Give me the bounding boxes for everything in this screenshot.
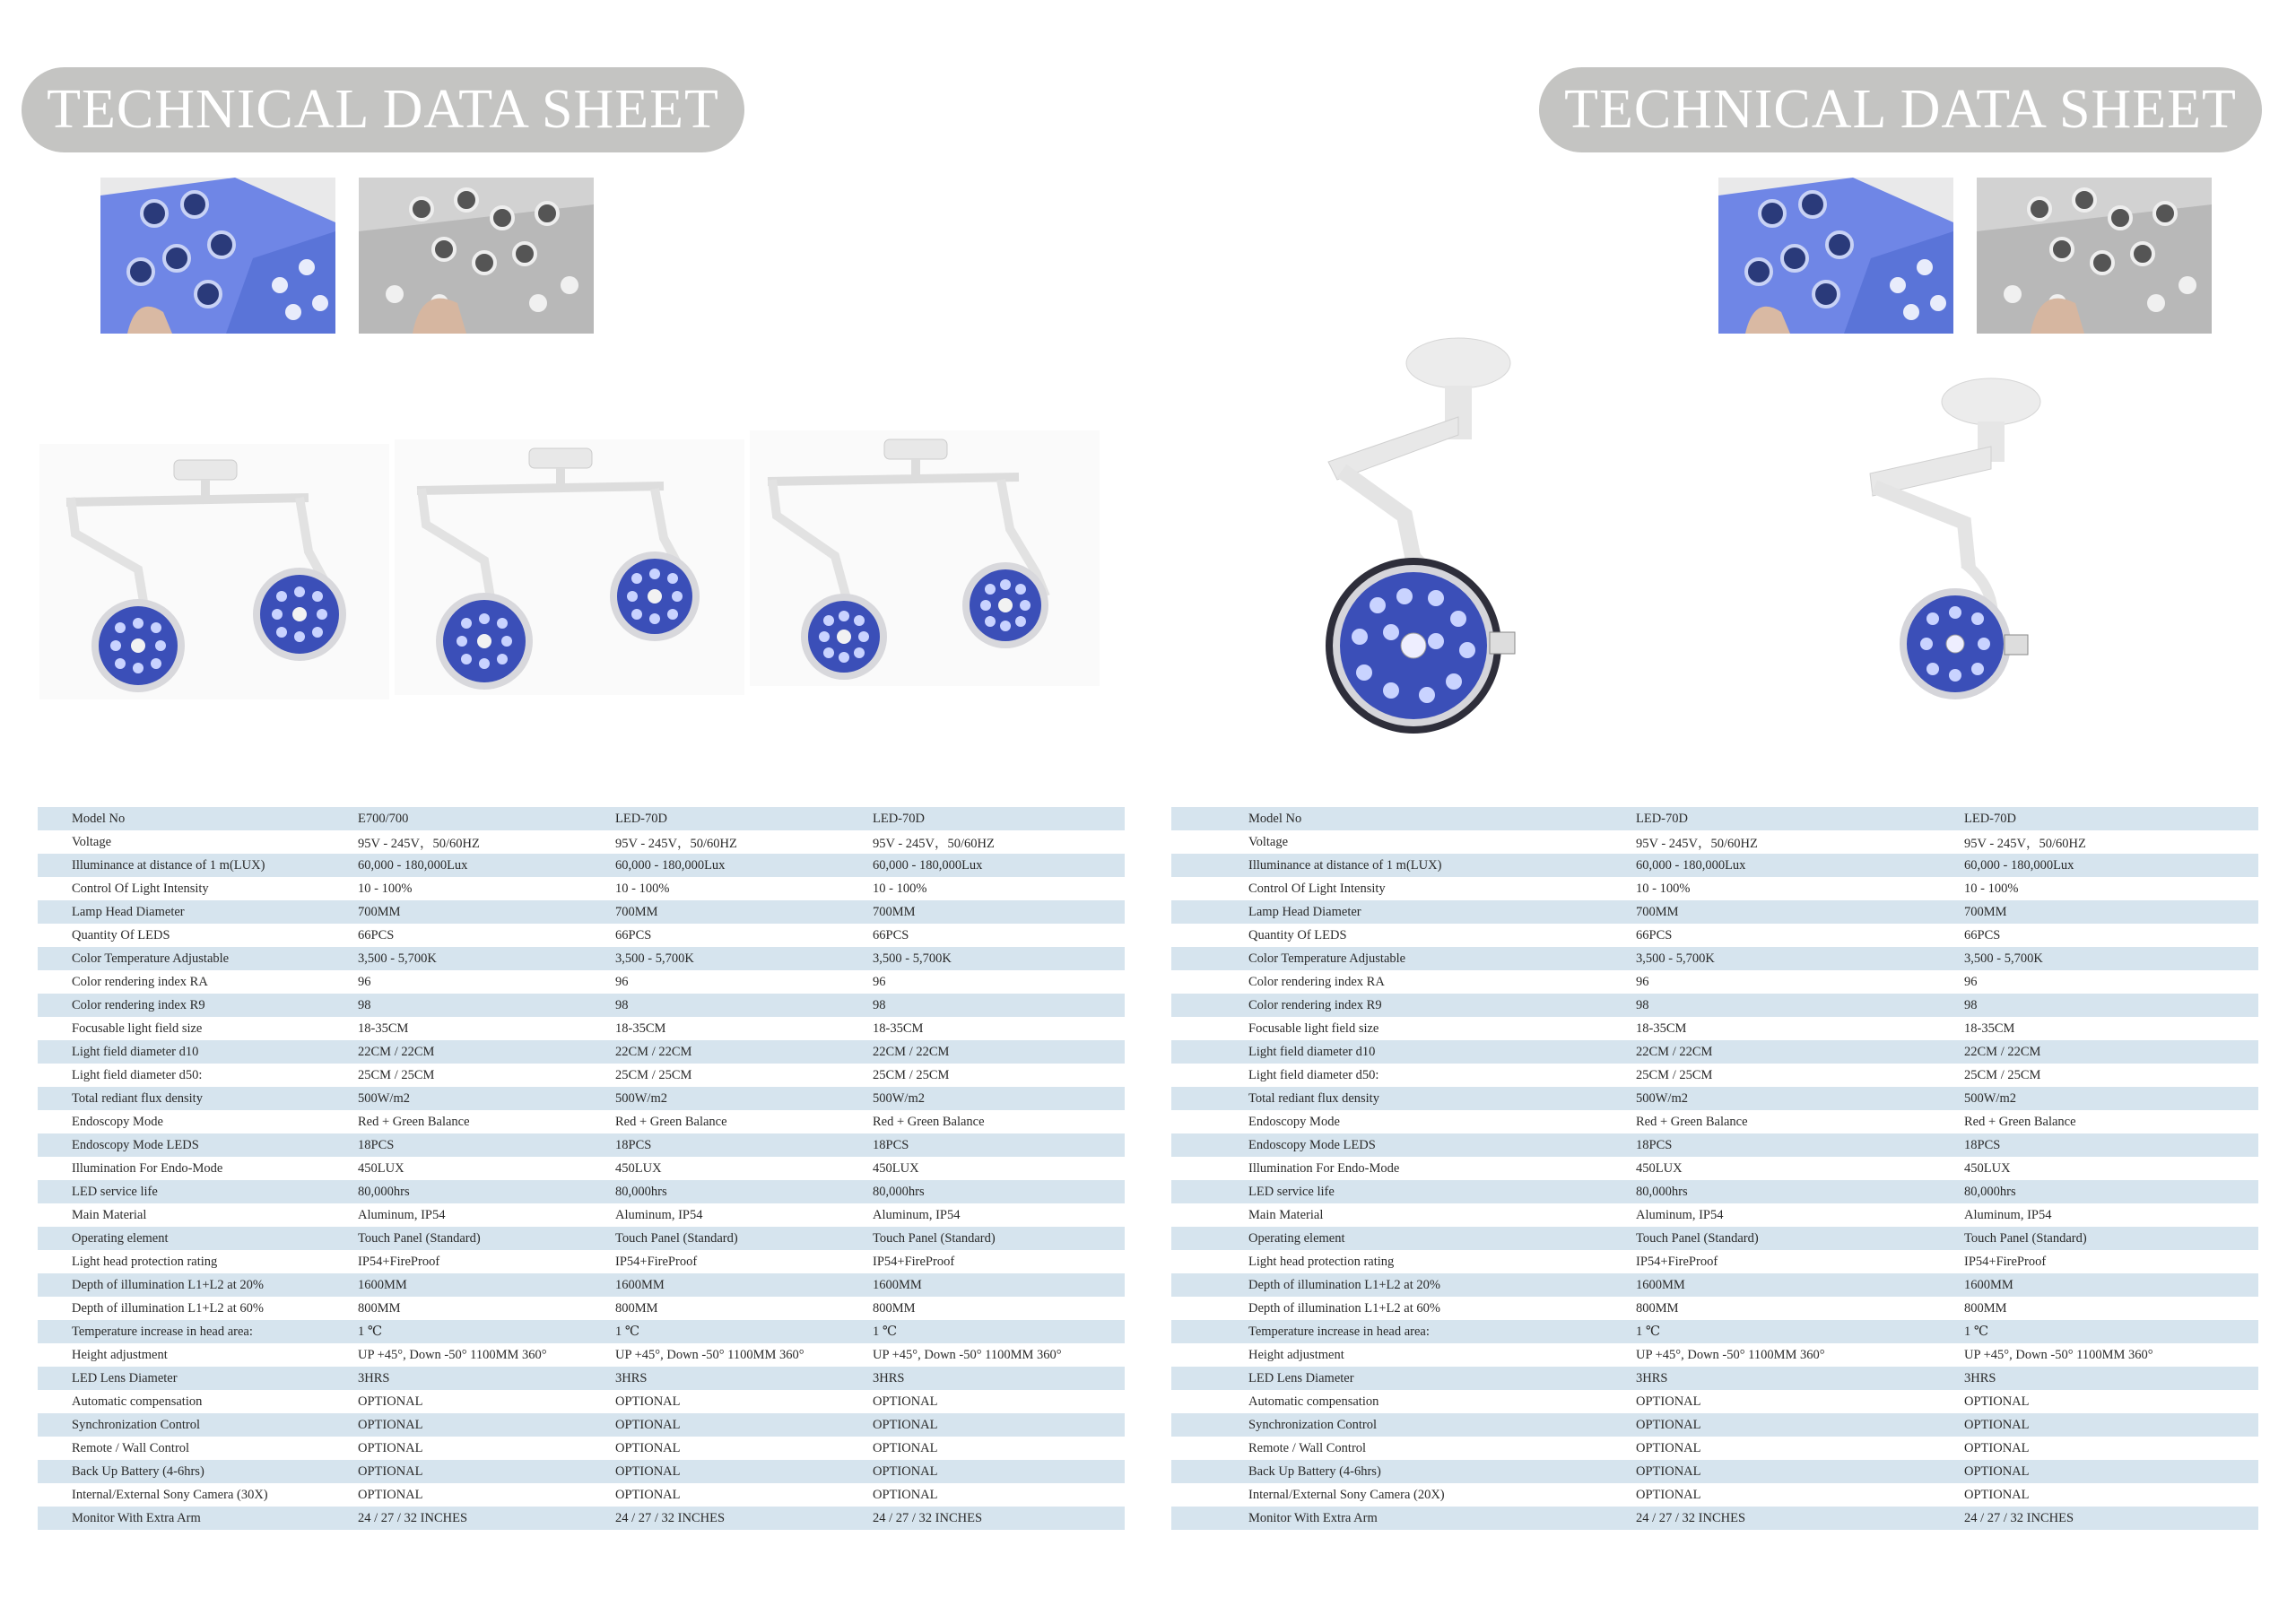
- spec-value: 22CM / 22CM: [873, 1040, 1125, 1064]
- spec-value: E700/700: [358, 807, 615, 830]
- spec-value: Touch Panel (Standard): [615, 1227, 873, 1250]
- spec-label: Color rendering index R9: [1171, 994, 1636, 1017]
- spec-value: 24 / 27 / 32 INCHES: [1964, 1507, 2258, 1530]
- spec-value: 10 - 100%: [358, 877, 615, 900]
- led-module-photo-grey: [359, 178, 594, 334]
- spec-value: OPTIONAL: [873, 1413, 1125, 1437]
- spec-value: 18PCS: [873, 1133, 1125, 1157]
- spec-value: OPTIONAL: [1964, 1460, 2258, 1483]
- spec-label: Voltage: [38, 830, 358, 854]
- spec-label: LED Lens Diameter: [38, 1367, 358, 1390]
- spec-value: OPTIONAL: [873, 1437, 1125, 1460]
- spec-label: Light field diameter d10: [38, 1040, 358, 1064]
- spec-value: 1 ℃: [873, 1320, 1125, 1343]
- spec-value: OPTIONAL: [615, 1460, 873, 1483]
- spec-label: Endoscopy Mode: [1171, 1110, 1636, 1133]
- spec-value: OPTIONAL: [615, 1437, 873, 1460]
- spec-value: Aluminum, IP54: [873, 1203, 1125, 1227]
- table-row: [1171, 1413, 2258, 1437]
- spec-value: 1 ℃: [615, 1320, 873, 1343]
- table-row: [38, 1320, 1125, 1343]
- spec-value: 96: [615, 970, 873, 994]
- table-row: [1171, 1227, 2258, 1250]
- spec-label: Temperature increase in head area:: [38, 1320, 358, 1343]
- spec-value: IP54+FireProof: [1636, 1250, 1964, 1273]
- table-row: [38, 1413, 1125, 1437]
- table-row: [38, 807, 1125, 830]
- spec-value: 80,000hrs: [1636, 1180, 1964, 1203]
- table-row: [1171, 1320, 2258, 1343]
- spec-label: Synchronization Control: [38, 1413, 358, 1437]
- spec-value: 3HRS: [615, 1367, 873, 1390]
- spec-value: 80,000hrs: [358, 1180, 615, 1203]
- spec-label: Operating element: [38, 1227, 358, 1250]
- table-row: [1171, 1203, 2258, 1227]
- table-row: [38, 877, 1125, 900]
- spec-value: 80,000hrs: [1964, 1180, 2258, 1203]
- spec-label: Depth of illumination L1+L2 at 20%: [38, 1273, 358, 1297]
- table-row: [38, 1297, 1125, 1320]
- spec-value: 60,000 - 180,000Lux: [1964, 854, 2258, 877]
- spec-value: 1 ℃: [358, 1320, 615, 1343]
- spec-value: 700MM: [873, 900, 1125, 924]
- table-row: [38, 947, 1125, 970]
- spec-value: 95V - 245V，50/60HZ: [615, 830, 873, 854]
- spec-value: OPTIONAL: [358, 1413, 615, 1437]
- table-row: [1171, 947, 2258, 970]
- table-row: [1171, 1460, 2258, 1483]
- table-row: [38, 1017, 1125, 1040]
- spec-value: 800MM: [873, 1297, 1125, 1320]
- spec-value: 66PCS: [873, 924, 1125, 947]
- table-row: [1171, 1110, 2258, 1133]
- spec-value: OPTIONAL: [1964, 1483, 2258, 1507]
- table-row: [1171, 1483, 2258, 1507]
- spec-value: 3,500 - 5,700K: [1636, 947, 1964, 970]
- table-row: [38, 1064, 1125, 1087]
- spec-value: 60,000 - 180,000Lux: [873, 854, 1125, 877]
- spec-value: OPTIONAL: [873, 1460, 1125, 1483]
- spec-label: Total rediant flux density: [1171, 1087, 1636, 1110]
- spec-value: 450LUX: [615, 1157, 873, 1180]
- table-row: [38, 1040, 1125, 1064]
- spec-value: 18-35CM: [358, 1017, 615, 1040]
- spec-value: 3HRS: [1964, 1367, 2258, 1390]
- table-row: [1171, 1040, 2258, 1064]
- spec-label: Quantity Of LEDS: [1171, 924, 1636, 947]
- spec-value: 18-35CM: [1636, 1017, 1964, 1040]
- spec-value: 22CM / 22CM: [1964, 1040, 2258, 1064]
- spec-label: Color Temperature Adjustable: [38, 947, 358, 970]
- spec-value: 500W/m2: [1964, 1087, 2258, 1110]
- spec-value: Aluminum, IP54: [1964, 1203, 2258, 1227]
- spec-value: 1600MM: [1964, 1273, 2258, 1297]
- spec-value: OPTIONAL: [873, 1483, 1125, 1507]
- table-row: [38, 1437, 1125, 1460]
- spec-value: IP54+FireProof: [615, 1250, 873, 1273]
- spec-label: Model No: [38, 807, 358, 830]
- spec-value: OPTIONAL: [358, 1460, 615, 1483]
- table-row: [1171, 1157, 2258, 1180]
- spec-label: Color rendering index R9: [38, 994, 358, 1017]
- spec-label: Illumination For Endo-Mode: [1171, 1157, 1636, 1180]
- table-row: [38, 1157, 1125, 1180]
- spec-value: Aluminum, IP54: [1636, 1203, 1964, 1227]
- spec-value: 24 / 27 / 32 INCHES: [615, 1507, 873, 1530]
- spec-label: Lamp Head Diameter: [38, 900, 358, 924]
- spec-value: 96: [1964, 970, 2258, 994]
- spec-value: LED-70D: [873, 807, 1125, 830]
- spec-label: Light field diameter d10: [1171, 1040, 1636, 1064]
- table-row: [38, 970, 1125, 994]
- table-row: [38, 900, 1125, 924]
- spec-label: Illuminance at distance of 1 m(LUX): [38, 854, 358, 877]
- spec-value: 450LUX: [1964, 1157, 2258, 1180]
- spec-value: 24 / 27 / 32 INCHES: [873, 1507, 1125, 1530]
- table-row: [1171, 1273, 2258, 1297]
- spec-label: Quantity Of LEDS: [38, 924, 358, 947]
- spec-label: Model No: [1171, 807, 1636, 830]
- spec-label: Light field diameter d50:: [1171, 1064, 1636, 1087]
- spec-label: LED service life: [1171, 1180, 1636, 1203]
- table-row: [38, 1390, 1125, 1413]
- spec-value: OPTIONAL: [1964, 1413, 2258, 1437]
- single-surgical-light: [1857, 375, 2090, 716]
- spec-value: 95V - 245V，50/60HZ: [1636, 830, 1964, 854]
- spec-value: 800MM: [358, 1297, 615, 1320]
- table-row: [1171, 900, 2258, 924]
- spec-value: 25CM / 25CM: [1964, 1064, 2258, 1087]
- spec-label: Endoscopy Mode LEDS: [38, 1133, 358, 1157]
- spec-value: 10 - 100%: [1964, 877, 2258, 900]
- spec-value: 80,000hrs: [873, 1180, 1125, 1203]
- spec-label: Light head protection rating: [38, 1250, 358, 1273]
- spec-value: 96: [873, 970, 1125, 994]
- spec-value: 25CM / 25CM: [1636, 1064, 1964, 1087]
- table-row: [1171, 854, 2258, 877]
- spec-value: 3,500 - 5,700K: [873, 947, 1125, 970]
- banner-title-left: TECHNICAL DATA SHEET: [22, 67, 744, 152]
- spec-value: 98: [873, 994, 1125, 1017]
- table-row: [38, 1460, 1125, 1483]
- spec-value: Red + Green Balance: [1636, 1110, 1964, 1133]
- led-module-photo-blue: [1718, 178, 1953, 334]
- spec-value: 22CM / 22CM: [1636, 1040, 1964, 1064]
- spec-label: Depth of illumination L1+L2 at 60%: [1171, 1297, 1636, 1320]
- spec-value: 1600MM: [1636, 1273, 1964, 1297]
- spec-value: 450LUX: [873, 1157, 1125, 1180]
- spec-value: 3HRS: [358, 1367, 615, 1390]
- spec-value: UP +45°, Down -50° 1100MM 360°: [358, 1343, 615, 1367]
- spec-value: 60,000 - 180,000Lux: [358, 854, 615, 877]
- spec-value: 3HRS: [873, 1367, 1125, 1390]
- spec-value: 25CM / 25CM: [873, 1064, 1125, 1087]
- table-row: [38, 1273, 1125, 1297]
- spec-value: 80,000hrs: [615, 1180, 873, 1203]
- spec-value: 500W/m2: [1636, 1087, 1964, 1110]
- spec-value: LED-70D: [1964, 807, 2258, 830]
- spec-label: Endoscopy Mode LEDS: [1171, 1133, 1636, 1157]
- spec-label: Automatic compensation: [38, 1390, 358, 1413]
- spec-label: Lamp Head Diameter: [1171, 900, 1636, 924]
- spec-value: 10 - 100%: [1636, 877, 1964, 900]
- double-surgical-light: [750, 430, 1100, 686]
- spec-value: Touch Panel (Standard): [1964, 1227, 2258, 1250]
- spec-value: 1600MM: [358, 1273, 615, 1297]
- table-row: [1171, 924, 2258, 947]
- spec-label: Monitor With Extra Arm: [38, 1507, 358, 1530]
- banner-title-right: TECHNICAL DATA SHEET: [1539, 67, 2262, 152]
- led-module-photo-blue: [100, 178, 335, 334]
- spec-value: 95V - 245V，50/60HZ: [1964, 830, 2258, 854]
- spec-value: 1600MM: [615, 1273, 873, 1297]
- spec-value: 1 ℃: [1964, 1320, 2258, 1343]
- table-row: [38, 1483, 1125, 1507]
- spec-label: Remote / Wall Control: [1171, 1437, 1636, 1460]
- spec-value: OPTIONAL: [1636, 1483, 1964, 1507]
- spec-label: Height adjustment: [1171, 1343, 1636, 1367]
- spec-value: 1 ℃: [1636, 1320, 1964, 1343]
- spec-value: Touch Panel (Standard): [1636, 1227, 1964, 1250]
- spec-label: Back Up Battery (4-6hrs): [38, 1460, 358, 1483]
- spec-value: 98: [1636, 994, 1964, 1017]
- spec-value: 700MM: [1636, 900, 1964, 924]
- spec-label: Internal/External Sony Camera (30X): [38, 1483, 358, 1507]
- spec-value: 18-35CM: [615, 1017, 873, 1040]
- spec-label: Depth of illumination L1+L2 at 60%: [38, 1297, 358, 1320]
- spec-label: Control Of Light Intensity: [1171, 877, 1636, 900]
- spec-label: Focusable light field size: [38, 1017, 358, 1040]
- spec-label: Height adjustment: [38, 1343, 358, 1367]
- spec-value: 700MM: [358, 900, 615, 924]
- spec-value: 3HRS: [1636, 1367, 1964, 1390]
- table-row: [1171, 1297, 2258, 1320]
- table-row: [1171, 1180, 2258, 1203]
- spec-value: 500W/m2: [358, 1087, 615, 1110]
- spec-label: LED Lens Diameter: [1171, 1367, 1636, 1390]
- table-row: [1171, 1367, 2258, 1390]
- spec-label: Control Of Light Intensity: [38, 877, 358, 900]
- spec-value: 98: [358, 994, 615, 1017]
- spec-label: Color rendering index RA: [38, 970, 358, 994]
- spec-label: Main Material: [1171, 1203, 1636, 1227]
- spec-value: 3,500 - 5,700K: [1964, 947, 2258, 970]
- spec-value: 10 - 100%: [615, 877, 873, 900]
- spec-value: OPTIONAL: [1964, 1437, 2258, 1460]
- spec-value: 66PCS: [1636, 924, 1964, 947]
- spec-value: 18PCS: [1636, 1133, 1964, 1157]
- spec-value: 60,000 - 180,000Lux: [1636, 854, 1964, 877]
- spec-value: OPTIONAL: [358, 1483, 615, 1507]
- table-row: [1171, 1343, 2258, 1367]
- table-row: [38, 1250, 1125, 1273]
- table-row: [1171, 807, 2258, 830]
- spec-value: 500W/m2: [615, 1087, 873, 1110]
- spec-value: UP +45°, Down -50° 1100MM 360°: [1964, 1343, 2258, 1367]
- spec-value: 98: [1964, 994, 2258, 1017]
- table-row: [38, 854, 1125, 877]
- spec-label: Main Material: [38, 1203, 358, 1227]
- spec-value: 95V - 245V，50/60HZ: [873, 830, 1125, 854]
- spec-label: Remote / Wall Control: [38, 1437, 358, 1460]
- table-row: [1171, 1250, 2258, 1273]
- spec-value: Touch Panel (Standard): [358, 1227, 615, 1250]
- spec-value: Red + Green Balance: [358, 1110, 615, 1133]
- spec-label: Monitor With Extra Arm: [1171, 1507, 1636, 1530]
- spec-value: 800MM: [615, 1297, 873, 1320]
- table-row: [1171, 877, 2258, 900]
- spec-value: 3,500 - 5,700K: [615, 947, 873, 970]
- spec-value: 500W/m2: [873, 1087, 1125, 1110]
- spec-value: UP +45°, Down -50° 1100MM 360°: [615, 1343, 873, 1367]
- table-row: [38, 1133, 1125, 1157]
- table-row: [1171, 1064, 2258, 1087]
- spec-table-left: [38, 807, 1125, 1530]
- table-row: [1171, 1087, 2258, 1110]
- spec-value: UP +45°, Down -50° 1100MM 360°: [1636, 1343, 1964, 1367]
- spec-value: IP54+FireProof: [873, 1250, 1125, 1273]
- spec-value: 60,000 - 180,000Lux: [615, 854, 873, 877]
- spec-value: 66PCS: [1964, 924, 2258, 947]
- spec-value: OPTIONAL: [615, 1483, 873, 1507]
- spec-value: 18PCS: [1964, 1133, 2258, 1157]
- spec-value: OPTIONAL: [358, 1437, 615, 1460]
- spec-label: Illuminance at distance of 1 m(LUX): [1171, 854, 1636, 877]
- double-surgical-light: [39, 444, 389, 699]
- spec-label: Internal/External Sony Camera (20X): [1171, 1483, 1636, 1507]
- spec-value: Red + Green Balance: [615, 1110, 873, 1133]
- table-row: [38, 1180, 1125, 1203]
- spec-value: OPTIONAL: [873, 1390, 1125, 1413]
- spec-value: 10 - 100%: [873, 877, 1125, 900]
- spec-label: Temperature increase in head area:: [1171, 1320, 1636, 1343]
- spec-value: Aluminum, IP54: [615, 1203, 873, 1227]
- spec-value: OPTIONAL: [1636, 1413, 1964, 1437]
- spec-label: Light field diameter d50:: [38, 1064, 358, 1087]
- spec-value: 450LUX: [358, 1157, 615, 1180]
- spec-value: 25CM / 25CM: [615, 1064, 873, 1087]
- spec-value: LED-70D: [615, 807, 873, 830]
- spec-value: OPTIONAL: [1636, 1460, 1964, 1483]
- spec-value: 24 / 27 / 32 INCHES: [358, 1507, 615, 1530]
- spec-value: 25CM / 25CM: [358, 1064, 615, 1087]
- double-surgical-light: [395, 439, 744, 695]
- spec-label: Voltage: [1171, 830, 1636, 854]
- spec-value: Red + Green Balance: [873, 1110, 1125, 1133]
- spec-value: IP54+FireProof: [1964, 1250, 2258, 1273]
- spec-label: Endoscopy Mode: [38, 1110, 358, 1133]
- spec-value: 66PCS: [615, 924, 873, 947]
- spec-value: OPTIONAL: [615, 1390, 873, 1413]
- spec-label: Color Temperature Adjustable: [1171, 947, 1636, 970]
- spec-value: 24 / 27 / 32 INCHES: [1636, 1507, 1964, 1530]
- spec-label: Illumination For Endo-Mode: [38, 1157, 358, 1180]
- spec-value: 18-35CM: [873, 1017, 1125, 1040]
- spec-value: 450LUX: [1636, 1157, 1964, 1180]
- table-row: [38, 1203, 1125, 1227]
- spec-label: Depth of illumination L1+L2 at 20%: [1171, 1273, 1636, 1297]
- spec-value: 95V - 245V，50/60HZ: [358, 830, 615, 854]
- spec-value: 700MM: [1964, 900, 2258, 924]
- spec-value: 98: [615, 994, 873, 1017]
- spec-value: OPTIONAL: [358, 1390, 615, 1413]
- table-row: [38, 994, 1125, 1017]
- spec-value: Red + Green Balance: [1964, 1110, 2258, 1133]
- table-row: [38, 1507, 1125, 1530]
- spec-label: Total rediant flux density: [38, 1087, 358, 1110]
- spec-value: OPTIONAL: [1964, 1390, 2258, 1413]
- table-row: [1171, 994, 2258, 1017]
- spec-value: 800MM: [1964, 1297, 2258, 1320]
- spec-value: OPTIONAL: [615, 1413, 873, 1437]
- table-row: [1171, 970, 2258, 994]
- spec-label: Color rendering index RA: [1171, 970, 1636, 994]
- spec-value: IP54+FireProof: [358, 1250, 615, 1273]
- spec-label: Focusable light field size: [1171, 1017, 1636, 1040]
- table-row: [38, 1087, 1125, 1110]
- table-row: [38, 1110, 1125, 1133]
- table-row: [38, 830, 1125, 854]
- single-surgical-light: [1306, 336, 1557, 735]
- spec-value: 3,500 - 5,700K: [358, 947, 615, 970]
- spec-value: 22CM / 22CM: [615, 1040, 873, 1064]
- table-row: [38, 1343, 1125, 1367]
- table-row: [1171, 1017, 2258, 1040]
- spec-value: Aluminum, IP54: [358, 1203, 615, 1227]
- table-row: [38, 1367, 1125, 1390]
- table-row: [1171, 1437, 2258, 1460]
- spec-value: OPTIONAL: [1636, 1437, 1964, 1460]
- spec-value: UP +45°, Down -50° 1100MM 360°: [873, 1343, 1125, 1367]
- spec-label: Operating element: [1171, 1227, 1636, 1250]
- table-row: [1171, 1390, 2258, 1413]
- table-row: [1171, 1133, 2258, 1157]
- spec-value: 800MM: [1636, 1297, 1964, 1320]
- spec-label: Automatic compensation: [1171, 1390, 1636, 1413]
- led-module-photo-grey: [1977, 178, 2212, 334]
- spec-value: 96: [1636, 970, 1964, 994]
- table-row: [1171, 830, 2258, 854]
- spec-value: 18PCS: [358, 1133, 615, 1157]
- spec-value: Touch Panel (Standard): [873, 1227, 1125, 1250]
- spec-value: 18-35CM: [1964, 1017, 2258, 1040]
- spec-table-right: [1171, 807, 2258, 1530]
- spec-label: Back Up Battery (4-6hrs): [1171, 1460, 1636, 1483]
- table-row: [1171, 1507, 2258, 1530]
- spec-value: LED-70D: [1636, 807, 1964, 830]
- spec-value: 1600MM: [873, 1273, 1125, 1297]
- table-row: [38, 1227, 1125, 1250]
- spec-value: 96: [358, 970, 615, 994]
- spec-value: OPTIONAL: [1636, 1390, 1964, 1413]
- spec-label: LED service life: [38, 1180, 358, 1203]
- spec-value: 18PCS: [615, 1133, 873, 1157]
- spec-label: Light head protection rating: [1171, 1250, 1636, 1273]
- spec-value: 22CM / 22CM: [358, 1040, 615, 1064]
- table-row: [38, 924, 1125, 947]
- spec-value: 66PCS: [358, 924, 615, 947]
- spec-label: Synchronization Control: [1171, 1413, 1636, 1437]
- spec-value: 700MM: [615, 900, 873, 924]
